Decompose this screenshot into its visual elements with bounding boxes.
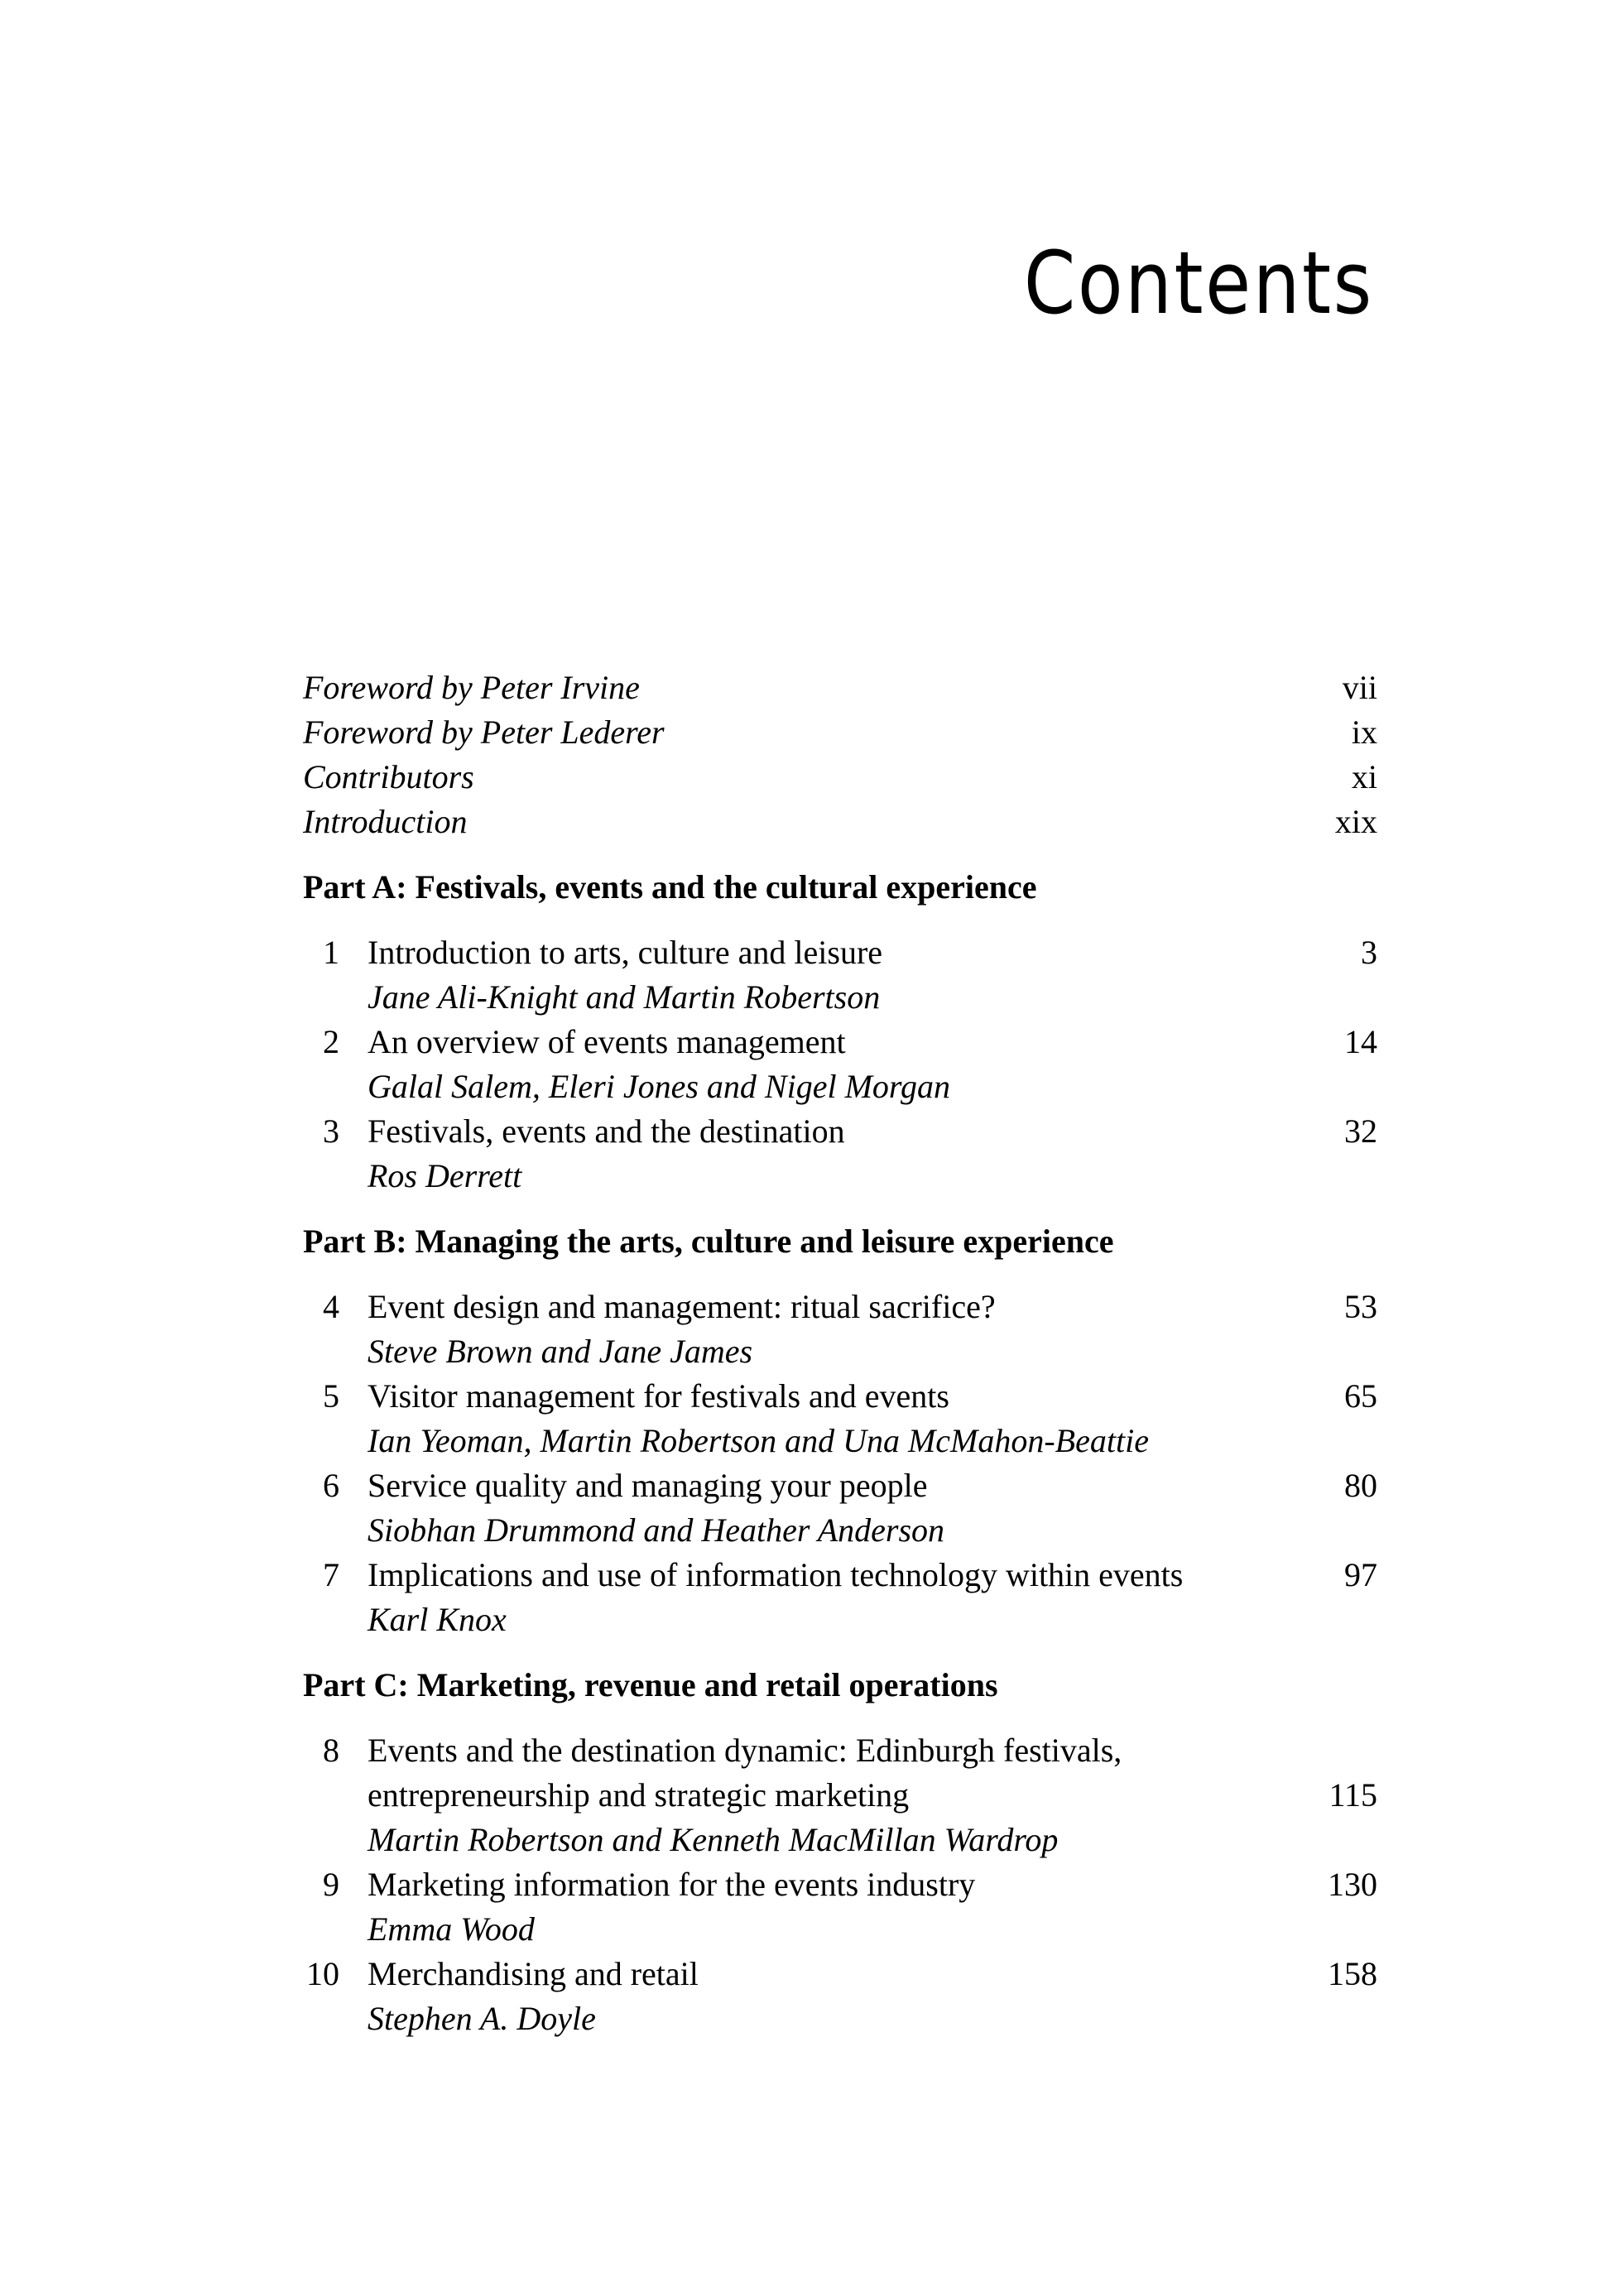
- toc-chapter-title: Implications and use of information technology within events: [368, 1556, 1184, 1593]
- toc-front-item[interactable]: [303, 755, 1377, 800]
- toc-front-title: Foreword by Peter Lederer: [303, 713, 665, 751]
- toc-page-number: xi: [1351, 758, 1377, 795]
- toc-page-number: 14: [1344, 1023, 1377, 1060]
- toc-chapter-title: Marketing information for the events industry: [368, 1866, 976, 1903]
- toc-front-item[interactable]: [303, 800, 1377, 844]
- toc-chapter-title: Event design and management: ritual sacrifice?: [368, 1288, 996, 1325]
- toc-chapter[interactable]: [303, 1952, 1377, 1996]
- toc-chapter[interactable]: [303, 930, 1377, 975]
- toc-chapter-number: 7: [323, 1556, 339, 1593]
- toc-chapter-author: Stephen A. Doyle: [368, 2000, 596, 2037]
- toc-chapter-author: Siobhan Drummond and Heather Anderson: [368, 1511, 945, 1549]
- toc-part-heading: Part C: Marketing, revenue and retail operations: [303, 1666, 998, 1703]
- toc-chapter[interactable]: [303, 1109, 1377, 1154]
- toc-chapter-author: Jane Ali-Knight and Martin Robertson: [368, 978, 881, 1016]
- toc-chapter-number: 8: [323, 1732, 339, 1769]
- toc-chapter-title: An overview of events management: [368, 1023, 846, 1060]
- table-of-contents: [303, 665, 1377, 2041]
- toc-chapter-author: Ros Derrett: [368, 1157, 522, 1194]
- toc-chapter[interactable]: [303, 1374, 1377, 1419]
- toc-chapter-author: Martin Robertson and Kenneth MacMillan Wardrop: [368, 1821, 1059, 1858]
- toc-front-item[interactable]: [303, 665, 1377, 710]
- toc-front-item[interactable]: [303, 710, 1377, 755]
- toc-page-number: 80: [1344, 1467, 1377, 1504]
- toc-chapter-author: Ian Yeoman, Martin Robertson and Una McMahon-Beattie: [368, 1422, 1149, 1459]
- toc-page-number: vii: [1342, 669, 1377, 706]
- toc-front-title: Foreword by Peter Irvine: [303, 669, 640, 706]
- toc-chapter-title: Merchandising and retail: [368, 1955, 699, 1992]
- toc-page-number: 158: [1328, 1955, 1377, 1992]
- toc-chapter[interactable]: [303, 1463, 1377, 1508]
- toc-front-title: Contributors: [303, 758, 474, 795]
- toc-chapter-title: Events and the destination dynamic: Edinburgh festivals,: [368, 1732, 1122, 1769]
- toc-chapter-author: Emma Wood: [368, 1910, 535, 1948]
- toc-chapter[interactable]: [303, 1020, 1377, 1064]
- toc-chapter-number: 2: [323, 1023, 339, 1060]
- toc-chapter-title: Service quality and managing your people: [368, 1467, 928, 1504]
- toc-chapter-number: 1: [323, 934, 339, 971]
- toc-chapter-title: Introduction to arts, culture and leisure: [368, 934, 883, 971]
- toc-page-number: 65: [1344, 1377, 1377, 1415]
- toc-chapter-number: 4: [323, 1288, 339, 1325]
- toc-chapter-number: 9: [323, 1866, 339, 1903]
- toc-chapter[interactable]: [303, 1553, 1377, 1598]
- toc-page-number: 130: [1328, 1866, 1377, 1903]
- toc-page-number: xix: [1334, 803, 1377, 840]
- toc-chapter-title: Festivals, events and the destination: [368, 1112, 845, 1150]
- toc-chapter[interactable]: [303, 1728, 1377, 1773]
- toc-page-number: 3: [1361, 934, 1377, 971]
- toc-chapter[interactable]: [303, 1862, 1377, 1907]
- toc-chapter-number: 3: [323, 1112, 339, 1150]
- toc-page-number: ix: [1351, 713, 1377, 751]
- toc-chapter-author: Steve Brown and Jane James: [368, 1333, 753, 1370]
- toc-chapter-number: 10: [306, 1955, 339, 1992]
- toc-page-number: 32: [1344, 1112, 1377, 1150]
- page-title: Contents: [1024, 233, 1374, 334]
- toc-part-heading: Part B: Managing the arts, culture and leisure experience: [303, 1223, 1114, 1260]
- toc-page-number: 97: [1344, 1556, 1377, 1593]
- toc-chapter-title-continued: entrepreneurship and strategic marketing: [368, 1776, 910, 1814]
- toc-chapter-author: Galal Salem, Eleri Jones and Nigel Morgan: [368, 1068, 950, 1105]
- toc-chapter-continued[interactable]: [303, 1773, 1377, 1818]
- toc-chapter[interactable]: [303, 1285, 1377, 1329]
- toc-chapter-number: 6: [323, 1467, 339, 1504]
- toc-chapter-title: Visitor management for festivals and events: [368, 1377, 949, 1415]
- toc-chapter-author: Karl Knox: [368, 1601, 507, 1638]
- toc-chapter-number: 5: [323, 1377, 339, 1415]
- toc-page-number: 53: [1344, 1288, 1377, 1325]
- toc-front-title: Introduction: [303, 803, 468, 840]
- toc-page-number: 115: [1329, 1776, 1377, 1814]
- toc-part-heading: Part A: Festivals, events and the cultural experience: [303, 868, 1037, 906]
